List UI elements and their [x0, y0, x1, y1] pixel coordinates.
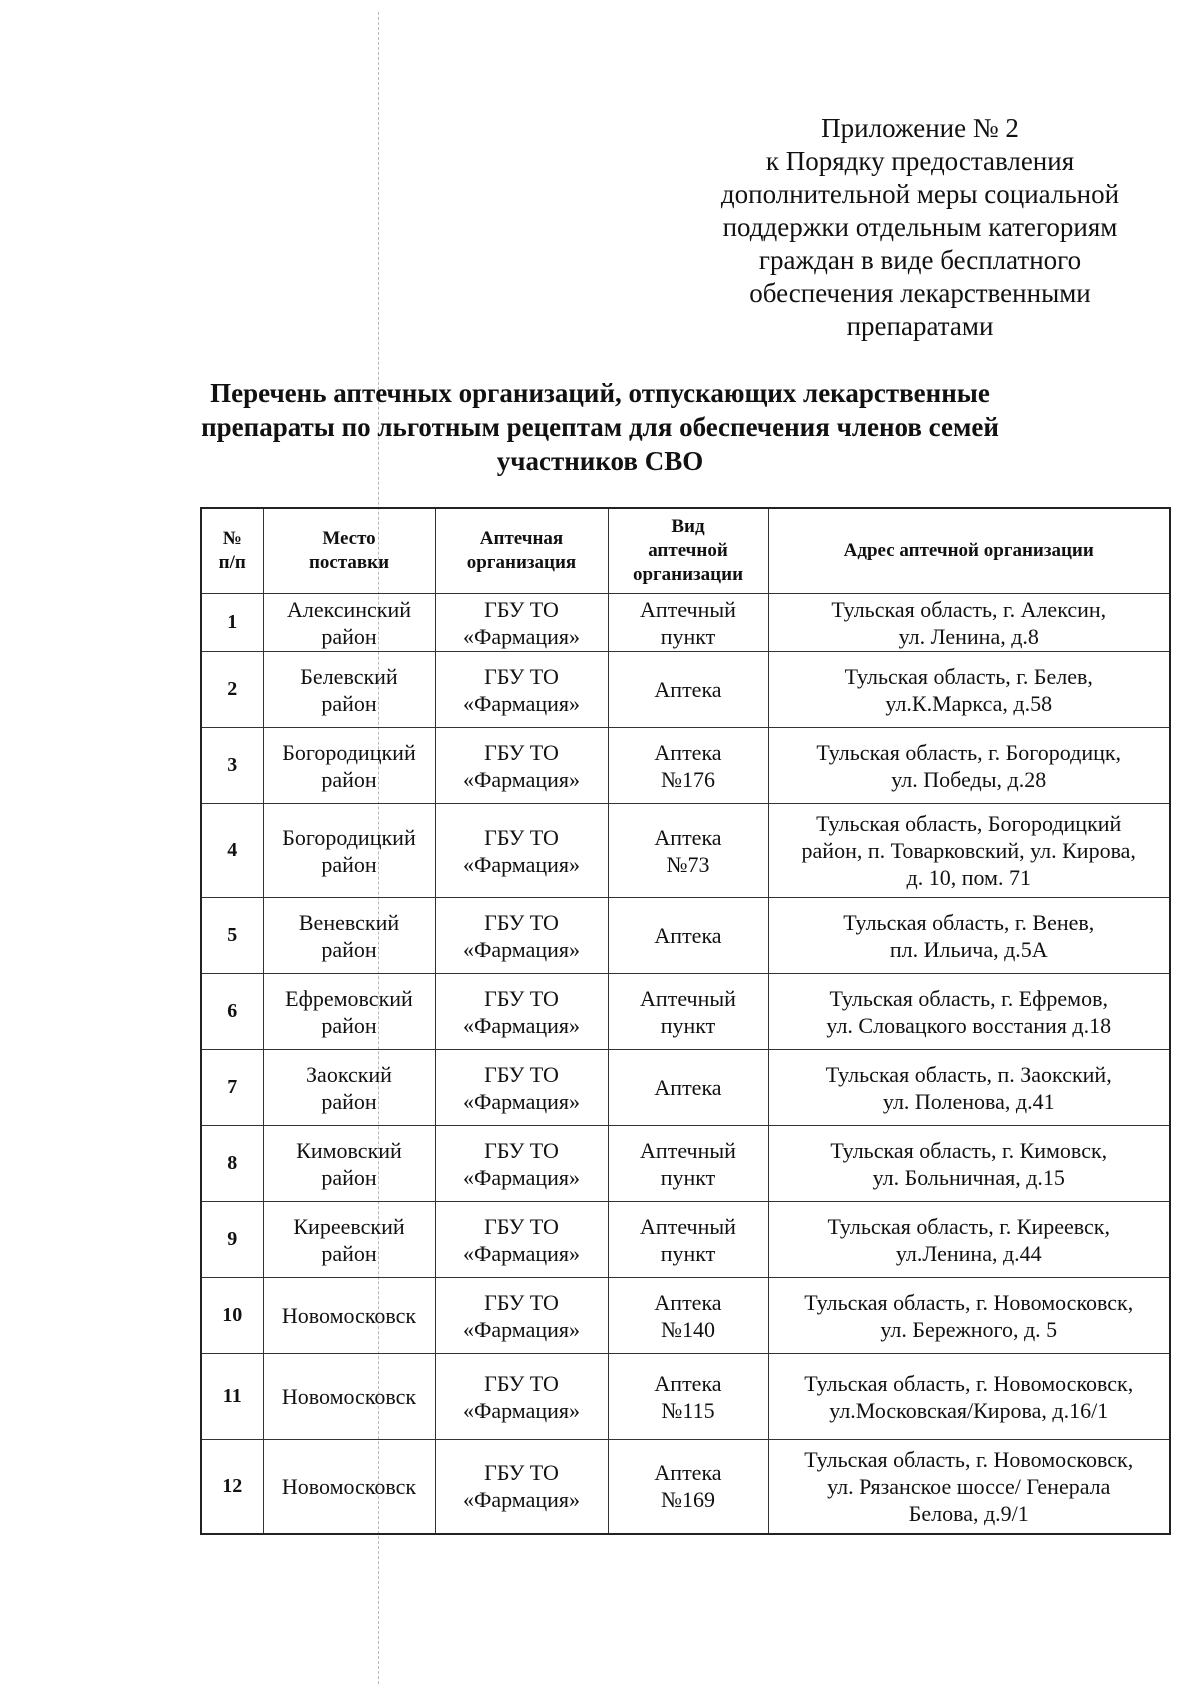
cell-line: Тульская область, г. Новомосковск,	[804, 1370, 1134, 1396]
cell-number: 3	[201, 728, 263, 804]
appendix-header	[660, 112, 1180, 343]
table-row	[201, 594, 1170, 652]
cell-line: ГБУ ТО	[484, 596, 559, 622]
cell-line: Кимовский	[296, 1137, 402, 1163]
cell-line: Тульская область, г. Богородицк,	[816, 739, 1122, 765]
table-body	[201, 594, 1170, 1534]
cell-address	[768, 1050, 1170, 1126]
cell-line: «Фармация»	[462, 623, 580, 649]
cell-line: район, п. Товарковский, ул. Кирова,	[801, 838, 1136, 863]
cell-place	[263, 1278, 435, 1354]
header-line: Место	[322, 528, 376, 549]
header-line: организация	[466, 552, 577, 573]
header-line: Адрес аптечной организации	[843, 540, 1094, 561]
cell-line: Ефремовский	[285, 985, 413, 1011]
cell-address	[768, 804, 1170, 898]
header-address	[768, 508, 1170, 594]
cell-type	[608, 728, 768, 804]
cell-line: район	[321, 1088, 377, 1114]
table-row	[201, 1126, 1170, 1202]
cell-line: Аптека	[654, 1460, 722, 1486]
cell-line: Тульская область, г. Алексин,	[831, 596, 1107, 622]
cell-line: Богородицкий	[282, 739, 416, 765]
document-title	[150, 376, 1050, 478]
cell-number: 11	[201, 1354, 263, 1440]
appendix-line: к Порядку предоставления	[765, 146, 1075, 176]
cell-address	[768, 898, 1170, 974]
cell-address	[768, 1202, 1170, 1278]
cell-organization	[435, 804, 608, 898]
cell-line: Аптека	[654, 677, 722, 702]
cell-line: Заокский	[306, 1061, 392, 1087]
cell-address	[768, 652, 1170, 728]
cell-line: «Фармация»	[462, 936, 580, 962]
cell-address	[768, 594, 1170, 652]
table-row	[201, 898, 1170, 974]
cell-line: «Фармация»	[462, 1316, 580, 1342]
cell-line: «Фармация»	[462, 1240, 580, 1266]
cell-line: Тульская область, п. Заокский,	[825, 1061, 1112, 1087]
cell-line: ГБУ ТО	[484, 1213, 559, 1239]
cell-type	[608, 1440, 768, 1534]
header-line: №	[222, 528, 242, 549]
cell-line: ул.Ленина, д.44	[895, 1240, 1042, 1266]
cell-number: 5	[201, 898, 263, 974]
cell-organization	[435, 728, 608, 804]
cell-number: 9	[201, 1202, 263, 1278]
cell-line: Киреевский	[293, 1213, 405, 1239]
cell-place	[263, 1440, 435, 1534]
cell-organization	[435, 1354, 608, 1440]
cell-type	[608, 594, 768, 652]
cell-line: Аптечный	[640, 1137, 736, 1163]
cell-line: Аптека	[654, 824, 722, 850]
cell-line: пункт	[660, 623, 716, 649]
cell-number: 12	[201, 1440, 263, 1534]
cell-line: район	[321, 690, 377, 716]
cell-organization	[435, 594, 608, 652]
cell-line: Аптека	[654, 1289, 722, 1315]
cell-line: ГБУ ТО	[484, 663, 559, 689]
appendix-line: препаратами	[846, 311, 994, 341]
cell-number: 2	[201, 652, 263, 728]
cell-place	[263, 594, 435, 652]
cell-place	[263, 728, 435, 804]
table-row	[201, 1050, 1170, 1126]
header-line: п/п	[218, 552, 246, 573]
table-row	[201, 804, 1170, 898]
cell-line: «Фармация»	[462, 1088, 580, 1114]
cell-line: Аптека	[654, 739, 722, 765]
cell-line: №169	[661, 1487, 715, 1513]
cell-line: ул. Словацкого восстания д.18	[826, 1012, 1112, 1038]
header-type	[608, 508, 768, 594]
title-line: препараты по льготным рецептам для обеспечения членов семей	[201, 412, 999, 442]
cell-line: Тульская область, г. Ефремов,	[829, 985, 1108, 1011]
cell-line: ул. Больничная, д.15	[872, 1164, 1065, 1190]
cell-line: ул. Поленова, д.41	[882, 1088, 1055, 1114]
table-row	[201, 728, 1170, 804]
cell-line: район	[321, 1240, 377, 1266]
cell-line: «Фармация»	[462, 690, 580, 716]
cell-type	[608, 1278, 768, 1354]
appendix-line: обеспечения лекарственными	[749, 278, 1091, 308]
cell-type	[608, 974, 768, 1050]
cell-place	[263, 1050, 435, 1126]
table-row	[201, 974, 1170, 1050]
cell-line: «Фармация»	[462, 766, 580, 792]
cell-line: ГБУ ТО	[484, 1289, 559, 1315]
header-place	[263, 508, 435, 594]
cell-organization	[435, 1440, 608, 1534]
cell-line: район	[321, 936, 377, 962]
table-header-row	[201, 508, 1170, 594]
title-line: Перечень аптечных организаций, отпускающих лекарственные	[210, 378, 990, 408]
cell-line: Алексинский	[286, 596, 412, 622]
cell-number: 7	[201, 1050, 263, 1126]
cell-line: Тульская область, г. Новомосковск,	[804, 1289, 1134, 1315]
cell-line: «Фармация»	[462, 1012, 580, 1038]
cell-place	[263, 1354, 435, 1440]
cell-type	[608, 1354, 768, 1440]
cell-line: Новомосковск	[281, 1384, 417, 1409]
cell-type	[608, 1202, 768, 1278]
cell-place	[263, 1202, 435, 1278]
cell-line: Тульская область, г. Кимовск,	[830, 1137, 1108, 1163]
header-organization	[435, 508, 608, 594]
cell-line: ГБУ ТО	[484, 739, 559, 765]
cell-line: Аптечный	[640, 596, 736, 622]
cell-line: №140	[661, 1316, 715, 1342]
cell-type	[608, 1126, 768, 1202]
cell-place	[263, 974, 435, 1050]
cell-line: Белевский	[300, 663, 398, 689]
cell-organization	[435, 974, 608, 1050]
cell-line: ГБУ ТО	[484, 909, 559, 935]
cell-line: Аптека	[654, 1075, 722, 1100]
cell-type	[608, 652, 768, 728]
cell-line: район	[321, 623, 377, 649]
cell-line: Белова, д.9/1	[908, 1500, 1029, 1526]
header-line: Вид	[671, 516, 705, 537]
cell-number: 10	[201, 1278, 263, 1354]
cell-organization	[435, 1126, 608, 1202]
cell-organization	[435, 898, 608, 974]
cell-organization	[435, 1278, 608, 1354]
cell-line: ГБУ ТО	[484, 1061, 559, 1087]
cell-line: ГБУ ТО	[484, 1460, 559, 1486]
cell-line: ул.К.Маркса, д.58	[885, 690, 1053, 716]
cell-line: Тульская область, г. Белев,	[844, 663, 1093, 689]
cell-type	[608, 898, 768, 974]
cell-line: «Фармация»	[462, 1487, 580, 1513]
cell-address	[768, 728, 1170, 804]
cell-line: район	[321, 766, 377, 792]
cell-number: 1	[201, 594, 263, 652]
cell-address	[768, 1354, 1170, 1440]
cell-line: Аптека	[654, 923, 722, 948]
cell-line: ГБУ ТО	[484, 985, 559, 1011]
pharmacy-table	[200, 507, 1171, 1535]
header-line: аптечной	[648, 540, 728, 561]
cell-line: Аптечный	[640, 1213, 736, 1239]
cell-line: пл. Ильича, д.5А	[889, 936, 1048, 962]
appendix-line: дополнительной меры социальной	[720, 179, 1120, 209]
cell-line: №73	[666, 851, 710, 877]
table-row	[201, 1278, 1170, 1354]
cell-line: №176	[661, 766, 715, 792]
cell-line: ГБУ ТО	[484, 1137, 559, 1163]
header-line: организации	[632, 564, 744, 585]
cell-number: 4	[201, 804, 263, 898]
table-row	[201, 652, 1170, 728]
cell-place	[263, 898, 435, 974]
cell-number: 6	[201, 974, 263, 1050]
header-number	[201, 508, 263, 594]
cell-line: Аптечный	[640, 985, 736, 1011]
cell-type	[608, 1050, 768, 1126]
cell-address	[768, 1126, 1170, 1202]
cell-place	[263, 652, 435, 728]
cell-line: ГБУ ТО	[484, 1370, 559, 1396]
appendix-line: Приложение № 2	[821, 113, 1019, 143]
cell-line: пункт	[660, 1164, 716, 1190]
cell-line: ул.Московская/Кирова, д.16/1	[829, 1397, 1109, 1423]
cell-organization	[435, 1202, 608, 1278]
appendix-line: граждан в виде бесплатного	[758, 245, 1082, 275]
cell-organization	[435, 652, 608, 728]
table-row	[201, 1354, 1170, 1440]
cell-line: Богородицкий	[282, 824, 416, 850]
cell-line: Тульская область, г. Новомосковск,	[804, 1446, 1134, 1472]
cell-line: Веневский	[298, 909, 400, 935]
cell-line: Тульская область, Богородицкий	[816, 811, 1122, 836]
cell-type	[608, 804, 768, 898]
cell-line: Аптека	[654, 1370, 722, 1396]
cell-place	[263, 1126, 435, 1202]
cell-number: 8	[201, 1126, 263, 1202]
cell-line: Новомосковск	[281, 1473, 417, 1499]
cell-address	[768, 974, 1170, 1050]
cell-line: «Фармация»	[462, 1397, 580, 1423]
cell-line: Тульская область, г. Венев,	[843, 909, 1095, 935]
cell-place	[263, 804, 435, 898]
cell-line: пункт	[660, 1240, 716, 1266]
cell-line: ул. Победы, д.28	[891, 766, 1047, 792]
header-line: поставки	[308, 552, 390, 573]
cell-line: пункт	[660, 1012, 716, 1038]
title-line: участников СВО	[496, 446, 704, 476]
header-line: Аптечная	[479, 528, 564, 549]
cell-address	[768, 1440, 1170, 1534]
cell-line: район	[321, 1012, 377, 1038]
table-row	[201, 1440, 1170, 1534]
cell-line: №115	[661, 1397, 715, 1423]
cell-line: Новомосковск	[281, 1303, 417, 1328]
cell-line: ГБУ ТО	[484, 824, 559, 850]
table-row	[201, 1202, 1170, 1278]
cell-line: «Фармация»	[462, 851, 580, 877]
cell-line: район	[321, 851, 377, 877]
cell-line: д. 10, пом. 71	[906, 865, 1031, 890]
cell-line: район	[321, 1164, 377, 1190]
cell-line: Тульская область, г. Киреевск,	[827, 1213, 1110, 1239]
cell-line: ул. Рязанское шоссе/ Генерала	[827, 1473, 1111, 1499]
cell-line: ул. Ленина, д.8	[898, 623, 1039, 649]
cell-organization	[435, 1050, 608, 1126]
cell-line: «Фармация»	[462, 1164, 580, 1190]
cell-address	[768, 1278, 1170, 1354]
appendix-line: поддержки отдельным категориям	[722, 212, 1118, 242]
cell-line: ул. Бережного, д. 5	[880, 1316, 1058, 1342]
